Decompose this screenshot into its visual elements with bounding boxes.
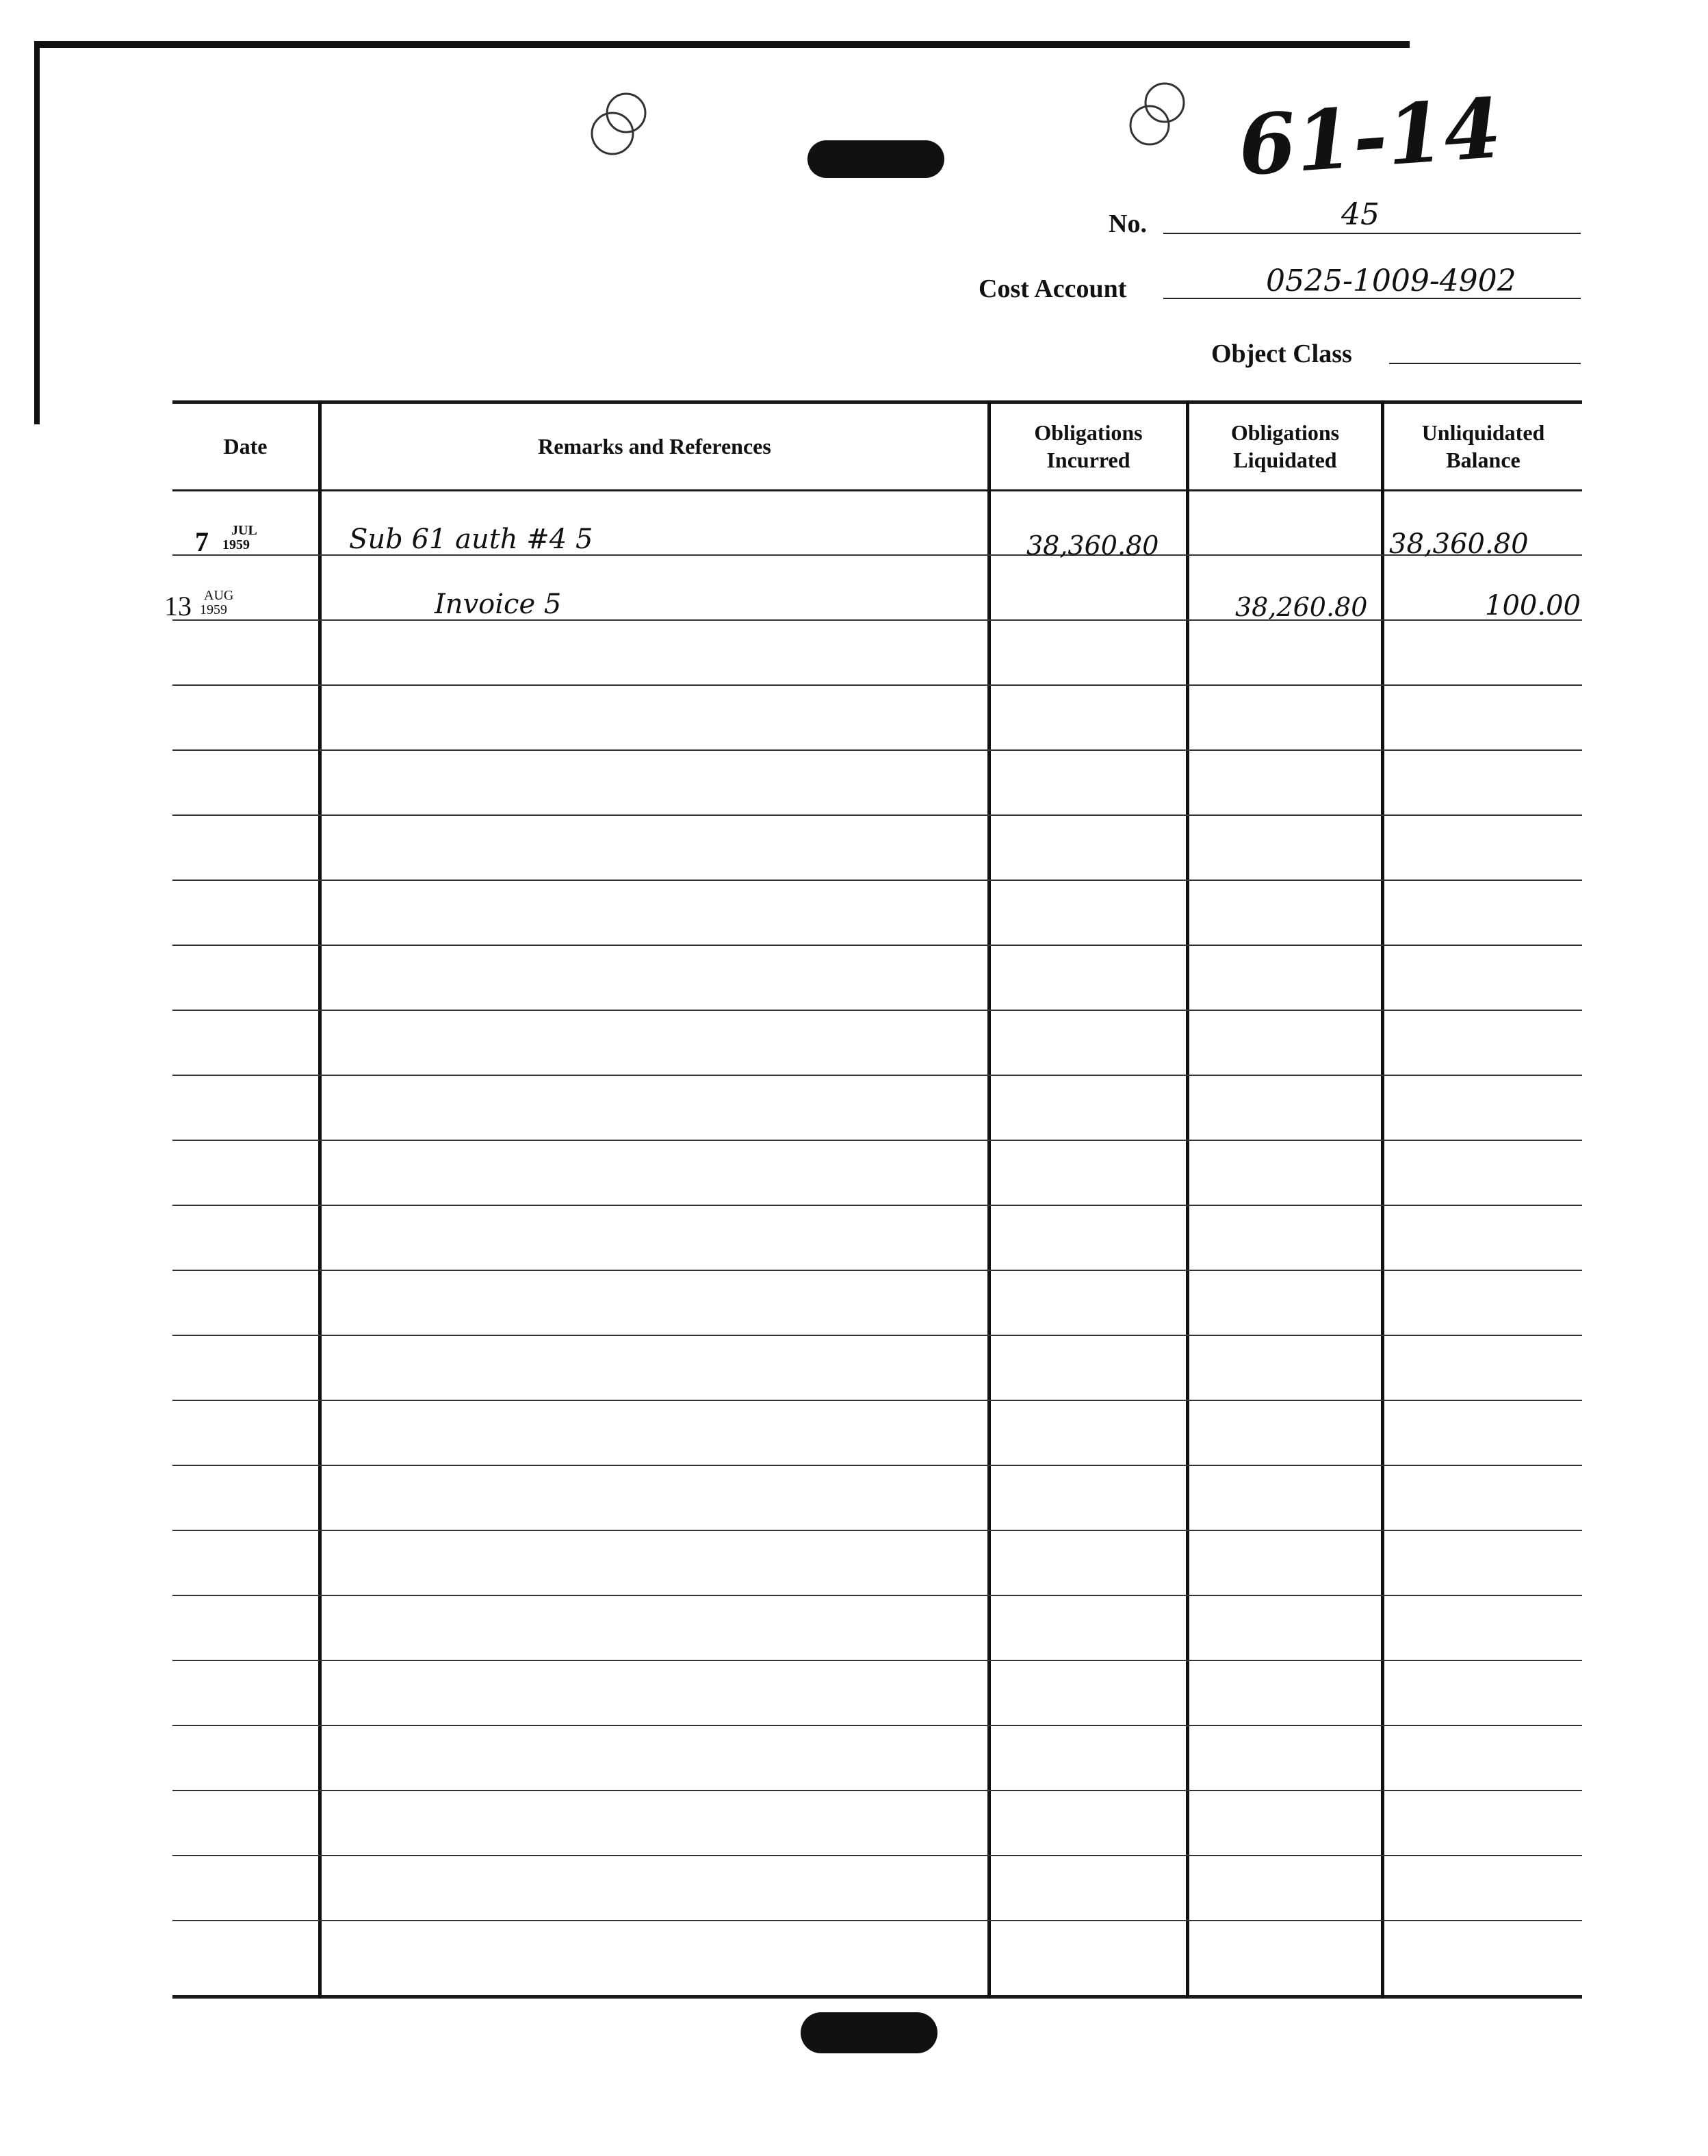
header-incurred-line2: Incurred (1046, 448, 1130, 472)
row1-day: 7 (195, 526, 209, 557)
column-divider-incurred (1186, 400, 1189, 1999)
cost-account-label: Cost Account (979, 274, 1127, 303)
page-top-border (34, 41, 1410, 48)
row-rule (172, 749, 1582, 751)
page-left-border (34, 41, 40, 424)
row-rule (172, 880, 1582, 881)
row2-balance: 100.00 (1485, 590, 1581, 621)
seal-mark-right (1122, 79, 1198, 147)
header-liquidated-line1: Obligations (1230, 420, 1340, 445)
row-rule (172, 1725, 1582, 1726)
row-rule (172, 619, 1582, 621)
file-reference: 61-14 (1235, 79, 1505, 195)
row1-remarks: Sub 61 auth #4 5 (349, 524, 593, 555)
row1-balance: 38,360.80 (1389, 528, 1529, 560)
redaction-stamp-bottom (801, 2012, 937, 2053)
row1-month: JUL (231, 523, 257, 538)
row2-month: AUG (204, 588, 234, 603)
table-header-rule (172, 489, 1582, 491)
row-rule (172, 1660, 1582, 1661)
row-rule (172, 1270, 1582, 1271)
row-rule (172, 1855, 1582, 1856)
row-rule (172, 1075, 1582, 1076)
row-rule (172, 1335, 1582, 1336)
no-label: No. (1109, 209, 1147, 238)
cost-account-value: 0525-1009-4902 (1266, 264, 1516, 298)
row-rule (172, 1530, 1582, 1531)
no-value: 45 (1341, 197, 1380, 232)
table-bottom-rule (172, 1995, 1582, 1999)
row-rule (172, 814, 1582, 816)
row1-incurred: 38,360.80 (1026, 530, 1159, 561)
table-top-rule (172, 400, 1582, 404)
row2-remarks: Invoice 5 (435, 589, 562, 620)
row-rule (172, 1400, 1582, 1401)
header-date: Date (223, 434, 268, 459)
row-rule (172, 1010, 1582, 1011)
column-divider-liquidated (1381, 400, 1384, 1999)
object-class-line (1389, 363, 1581, 364)
row-rule (172, 945, 1582, 946)
row1-year: 1959 (222, 537, 250, 552)
row-rule (172, 1920, 1582, 1921)
column-divider-remarks (987, 400, 991, 1999)
row-rule (172, 1595, 1582, 1596)
header-incurred-line1: Obligations (1034, 420, 1143, 445)
header-remarks: Remarks and References (538, 434, 771, 459)
object-class-label: Object Class (1211, 339, 1352, 368)
header-liquidated-line2: Liquidated (1233, 448, 1337, 472)
row-rule (172, 1140, 1582, 1141)
redaction-stamp-top (807, 140, 944, 178)
column-divider-date (318, 400, 322, 1999)
header-balance-line1: Unliquidated (1421, 420, 1545, 445)
row2-day: 13 (164, 591, 192, 621)
header-balance-line2: Balance (1446, 448, 1521, 472)
row-rule (172, 1205, 1582, 1206)
no-line (1163, 233, 1581, 234)
row2-liquidated: 38,260.80 (1235, 592, 1368, 622)
seal-mark-left (582, 89, 657, 157)
row-rule (172, 1790, 1582, 1791)
row-rule (172, 1465, 1582, 1466)
row2-year: 1959 (200, 602, 227, 617)
row-rule (172, 684, 1582, 686)
